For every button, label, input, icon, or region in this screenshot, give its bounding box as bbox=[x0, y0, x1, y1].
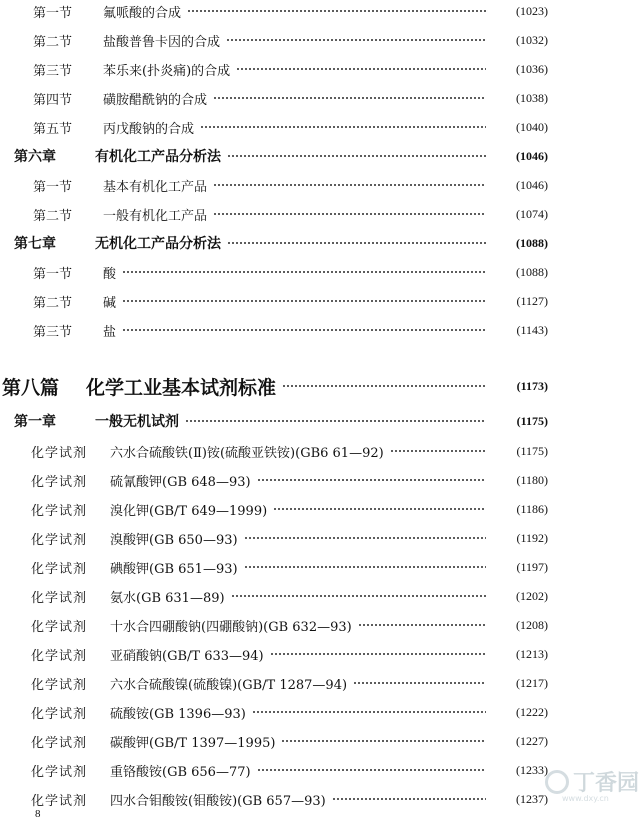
toc-leader-dots bbox=[213, 213, 486, 215]
toc-entry-page: (1173) bbox=[516, 378, 548, 393]
toc-entry bbox=[0, 174, 639, 196]
toc-leader-dots bbox=[213, 184, 486, 186]
toc-entry bbox=[0, 469, 639, 491]
toc-entry-page: (1197) bbox=[516, 559, 548, 574]
toc-entry-label: 第一节 bbox=[33, 5, 73, 21]
toc-entry-title: 有机化工产品分析法 bbox=[95, 149, 221, 165]
toc-entry bbox=[0, 643, 639, 665]
toc-entry bbox=[0, 290, 639, 312]
toc-entry-label: 第二节 bbox=[33, 208, 73, 224]
toc-entry-page: (1186) bbox=[516, 501, 548, 516]
toc-entry-label: 化学试剂 bbox=[31, 677, 88, 693]
toc-entry bbox=[0, 145, 639, 167]
toc-entry-label: 第一章 bbox=[14, 414, 56, 430]
toc-entry bbox=[0, 410, 639, 432]
toc-entry-label: 化学试剂 bbox=[31, 503, 88, 519]
toc-entry-title: 盐 bbox=[103, 324, 117, 340]
page-number: 8 bbox=[35, 808, 41, 820]
toc-entry-label: 化学试剂 bbox=[31, 474, 88, 490]
toc-entry-title: 丙戊酸钠的合成 bbox=[103, 121, 195, 137]
toc-entry-label: 化学试剂 bbox=[31, 648, 88, 664]
toc-entry bbox=[0, 372, 639, 400]
toc-entry bbox=[0, 759, 639, 781]
toc-entry-page: (1222) bbox=[516, 704, 548, 719]
toc-entry-label: 第八篇 bbox=[2, 376, 60, 399]
toc-entry bbox=[0, 319, 639, 341]
toc-entry-title: 重铬酸铵(GB 656—77) bbox=[110, 764, 251, 780]
toc-entry-label: 第六章 bbox=[14, 149, 56, 165]
toc-leader-dots bbox=[122, 300, 486, 302]
toc-entry-page: (1038) bbox=[516, 90, 548, 105]
toc-entry bbox=[0, 672, 639, 694]
toc-entry bbox=[0, 116, 639, 138]
toc-entry bbox=[0, 585, 639, 607]
toc-leader-dots bbox=[200, 126, 486, 128]
toc-leader-dots bbox=[185, 420, 486, 422]
toc-leader-dots bbox=[122, 271, 486, 273]
watermark bbox=[545, 766, 639, 797]
toc-entry-page: (1032) bbox=[516, 32, 548, 47]
toc-leader-dots bbox=[332, 798, 486, 800]
toc-entry bbox=[0, 498, 639, 520]
watermark-site: www.dxy.cn bbox=[562, 794, 609, 803]
toc-leader-dots bbox=[358, 624, 486, 626]
toc-entry-title: 亚硝酸钠(GB/T 633—94) bbox=[110, 648, 264, 664]
toc-leader-dots bbox=[227, 155, 486, 157]
toc-entry-label: 第四节 bbox=[33, 92, 73, 108]
toc-entry-title: 硫酸铵(GB 1396—93) bbox=[110, 706, 246, 722]
toc-entry-title: 基本有机化工产品 bbox=[103, 179, 208, 195]
toc-entry-page: (1040) bbox=[516, 119, 548, 134]
toc-entry-page: (1213) bbox=[516, 646, 548, 661]
toc-entry-title: 溴化钾(GB/T 649—1999) bbox=[110, 503, 268, 519]
toc-entry bbox=[0, 87, 639, 109]
toc-entry-label: 化学试剂 bbox=[31, 793, 88, 809]
toc-entry-label: 化学试剂 bbox=[31, 764, 88, 780]
toc-entry-page: (1237) bbox=[516, 791, 548, 806]
toc-leader-dots bbox=[231, 595, 486, 597]
toc-entry-label: 第三节 bbox=[33, 63, 73, 79]
toc-entry bbox=[0, 203, 639, 225]
toc-leader-dots bbox=[122, 329, 486, 331]
toc-entry-label: 第七章 bbox=[14, 236, 56, 252]
toc-entry-title: 氨水(GB 631—89) bbox=[110, 590, 225, 606]
toc-entry-page: (1074) bbox=[516, 206, 548, 221]
toc-entry-page: (1046) bbox=[516, 177, 548, 192]
toc-entry-page: (1180) bbox=[516, 472, 548, 487]
toc-entry-page: (1208) bbox=[516, 617, 548, 632]
toc-entry-page: (1023) bbox=[516, 3, 548, 18]
toc-leader-dots bbox=[257, 769, 486, 771]
toc-entry bbox=[0, 730, 639, 752]
toc-entry-title: 碳酸钾(GB/T 1397—1995) bbox=[110, 735, 276, 751]
toc-entry bbox=[0, 29, 639, 51]
toc-entry-label: 第五节 bbox=[33, 121, 73, 137]
toc-entry bbox=[0, 527, 639, 549]
toc-entry-page: (1127) bbox=[516, 293, 548, 308]
watermark-logo-icon bbox=[545, 770, 569, 794]
toc-leader-dots bbox=[236, 68, 486, 70]
toc-leader-dots bbox=[353, 682, 486, 684]
toc-leader-dots bbox=[257, 479, 486, 481]
toc-entry-page: (1217) bbox=[516, 675, 548, 690]
toc-entry-title: 六水合硫酸镍(硫酸镍)(GB/T 1287—94) bbox=[110, 677, 348, 693]
toc-leader-dots bbox=[282, 385, 486, 387]
toc-entry bbox=[0, 440, 639, 462]
toc-entry-page: (1088) bbox=[516, 235, 548, 250]
toc-entry-title: 溴酸钾(GB 650—93) bbox=[110, 532, 238, 548]
toc-entry-title: 六水合硫酸铁(Ⅱ)铵(硫酸亚铁铵)(GB6 61—92) bbox=[110, 445, 384, 461]
toc-entry bbox=[0, 58, 639, 80]
toc-entry bbox=[0, 0, 639, 22]
toc-entry bbox=[0, 701, 639, 723]
toc-entry-label: 化学试剂 bbox=[31, 735, 88, 751]
toc-entry-page: (1233) bbox=[516, 762, 548, 777]
toc-entry-label: 化学试剂 bbox=[31, 561, 88, 577]
toc-entry-page: (1227) bbox=[516, 733, 548, 748]
toc-entry-page: (1143) bbox=[516, 322, 548, 337]
toc-entry-title: 四水合钼酸铵(钼酸铵)(GB 657—93) bbox=[110, 793, 326, 809]
toc-entry bbox=[0, 788, 639, 810]
toc-leader-dots bbox=[244, 566, 486, 568]
toc-leader-dots bbox=[390, 450, 486, 452]
toc-entry-title: 十水合四硼酸钠(四硼酸钠)(GB 632—93) bbox=[110, 619, 352, 635]
toc-entry-label: 化学试剂 bbox=[31, 619, 88, 635]
toc-entry-label: 第二节 bbox=[33, 295, 73, 311]
toc-entry-label: 化学试剂 bbox=[31, 532, 88, 548]
toc-entry-page: (1175) bbox=[516, 443, 548, 458]
toc-entry-page: (1036) bbox=[516, 61, 548, 76]
toc-entry-title: 磺胺醋酰钠的合成 bbox=[103, 92, 208, 108]
toc-entry-label: 化学试剂 bbox=[31, 445, 88, 461]
toc-entry-page: (1192) bbox=[516, 530, 548, 545]
toc-entry bbox=[0, 614, 639, 636]
toc-entry-page: (1202) bbox=[516, 588, 548, 603]
toc-leader-dots bbox=[270, 653, 486, 655]
toc-entry-page: (1046) bbox=[516, 148, 548, 163]
toc-entry-label: 第二节 bbox=[33, 34, 73, 50]
toc-entry-title: 硫氰酸钾(GB 648—93) bbox=[110, 474, 251, 490]
toc-entry-page: (1175) bbox=[516, 413, 548, 428]
toc-entry-label: 第一节 bbox=[33, 179, 73, 195]
toc-leader-dots bbox=[227, 242, 486, 244]
toc-leader-dots bbox=[226, 39, 486, 41]
toc-entry-page: (1088) bbox=[516, 264, 548, 279]
toc-leader-dots bbox=[252, 711, 486, 713]
toc-leader-dots bbox=[213, 97, 486, 99]
toc-leader-dots bbox=[273, 508, 486, 510]
watermark-brand: 丁香园 bbox=[573, 771, 639, 796]
toc-entry-title: 化学工业基本试剂标准 bbox=[86, 376, 277, 399]
toc-entry-title: 一般无机试剂 bbox=[95, 414, 179, 430]
toc-entry-label: 第三节 bbox=[33, 324, 73, 340]
toc-entry-title: 苯乐来(扑炎痛)的合成 bbox=[103, 63, 231, 79]
toc-entry bbox=[0, 556, 639, 578]
toc-entry-title: 一般有机化工产品 bbox=[103, 208, 208, 224]
toc-entry-title: 氟哌酸的合成 bbox=[103, 5, 182, 21]
toc-entry-title: 无机化工产品分析法 bbox=[95, 236, 221, 252]
toc-entry bbox=[0, 232, 639, 254]
toc-entry-title: 碘酸钾(GB 651—93) bbox=[110, 561, 238, 577]
toc-entry-title: 碱 bbox=[103, 295, 117, 311]
toc-entry bbox=[0, 261, 639, 283]
toc-entry-title: 酸 bbox=[103, 266, 117, 282]
toc-leader-dots bbox=[281, 740, 486, 742]
toc-leader-dots bbox=[244, 537, 486, 539]
toc-entry-title: 盐酸普鲁卡因的合成 bbox=[103, 34, 221, 50]
toc-leader-dots bbox=[187, 10, 486, 12]
toc-entry-label: 化学试剂 bbox=[31, 590, 88, 606]
toc-entry-label: 第一节 bbox=[33, 266, 73, 282]
toc-entry-label: 化学试剂 bbox=[31, 706, 88, 722]
